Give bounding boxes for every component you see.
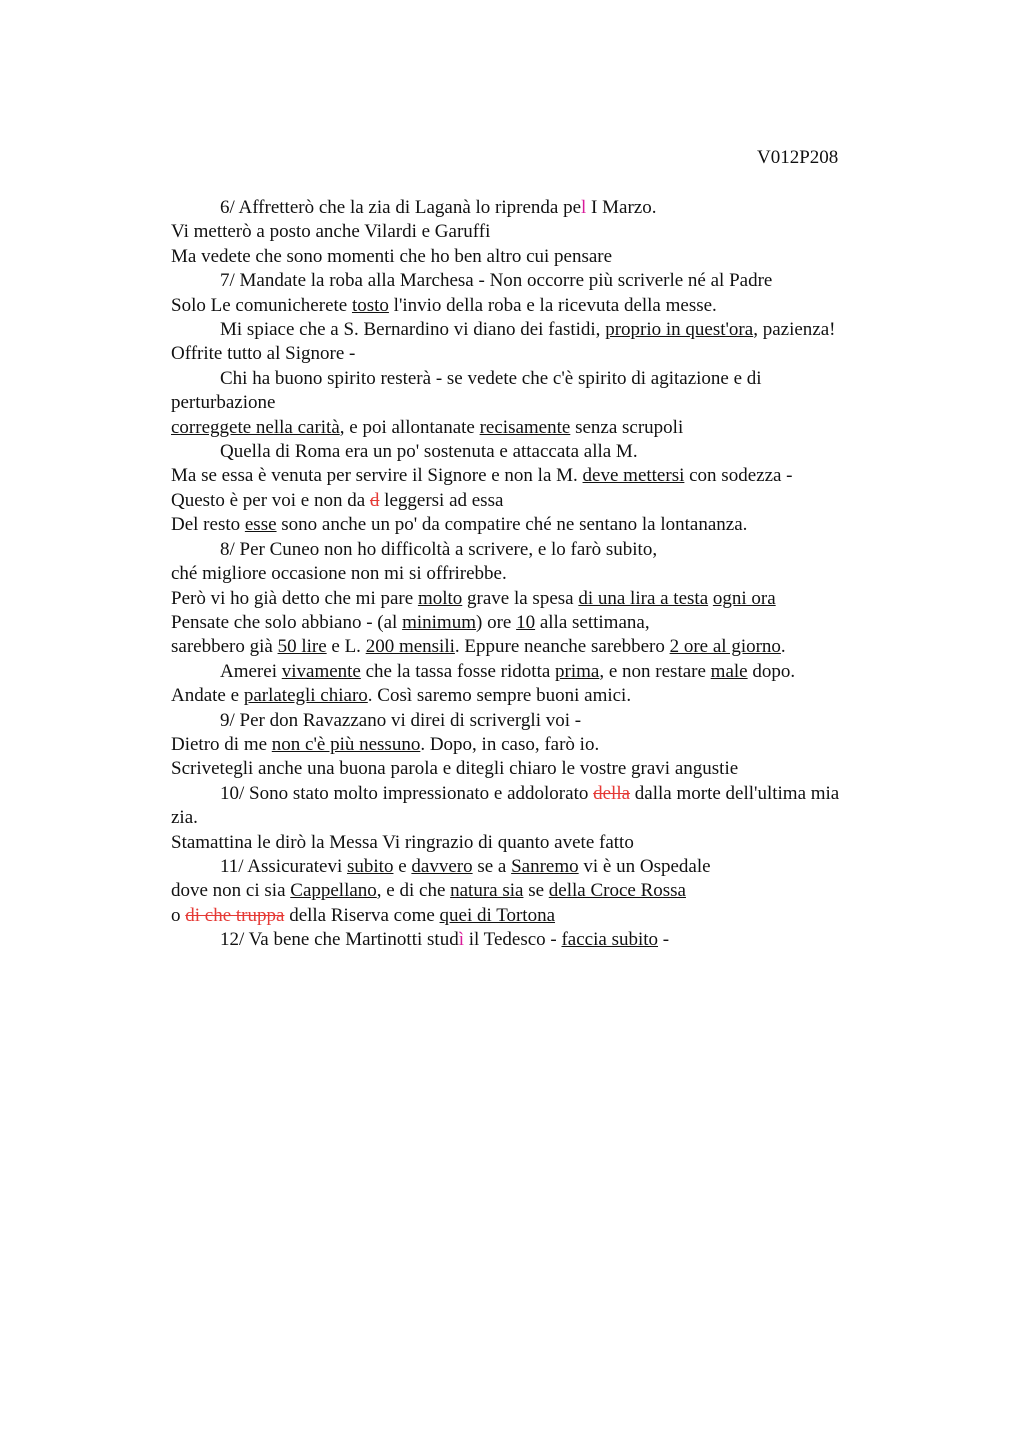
text-line <box>171 464 911 488</box>
text-line <box>171 391 911 415</box>
text-line <box>171 416 911 440</box>
text-segment: alla settimana, <box>535 611 650 633</box>
text-segment: Del resto <box>171 514 245 536</box>
underlined-text: male <box>710 660 748 682</box>
text-segment: . Dopo, in caso, farò io. <box>420 733 600 755</box>
text-segment: con sodezza - <box>684 465 793 487</box>
text-line <box>171 928 911 952</box>
inserted-text: l <box>581 197 587 218</box>
text-segment: Amerei <box>220 660 282 682</box>
text-segment: senza scrupoli <box>570 416 684 438</box>
text-segment: Pensate che solo abbiano - (al <box>171 611 403 633</box>
text-line <box>171 831 911 855</box>
text-segment: 10/ Sono stato molto impressionato e addolorato <box>220 782 594 804</box>
text-segment: 6/ Affretterò che la zia di Laganà lo riprenda pe <box>220 197 582 218</box>
text-line <box>171 562 911 586</box>
text-segment: . Così saremo sempre buoni amici. <box>367 685 632 707</box>
underlined-text: tosto <box>351 294 389 316</box>
text-segment: e L. <box>326 636 366 658</box>
text-segment: 12/ Va bene che Martinotti stud <box>220 929 459 951</box>
text-line <box>171 513 911 537</box>
underlined-text: deve mettersi <box>582 465 685 487</box>
underlined-text: esse <box>244 514 277 536</box>
underlined-text: 200 mensili <box>365 636 455 658</box>
text-segment: Questo è per voi e non da <box>171 489 370 511</box>
text-segment: l'invio della roba e la ricevuta della messe. <box>388 294 717 316</box>
underlined-text: 2 ore al giorno <box>669 636 781 658</box>
text-line <box>171 611 911 635</box>
underlined-text: davvero <box>411 855 473 877</box>
text-segment: e <box>393 855 412 877</box>
text-segment: vi è un Ospedale <box>578 855 711 877</box>
text-line <box>171 879 911 903</box>
text-line <box>171 806 911 830</box>
text-segment: Chi ha buono spirito resterà - se vedete che c'è spirito di agitazione e di <box>220 367 762 389</box>
text-segment: leggersi ad essa <box>379 489 504 511</box>
text-line <box>171 635 911 659</box>
text-line <box>171 733 911 757</box>
underlined-text: 50 lire <box>277 636 327 658</box>
text-segment: Mi spiace che a S. Bernardino vi diano dei fastidi, <box>220 319 606 341</box>
text-line <box>171 757 911 781</box>
text-segment: , pazienza! <box>753 319 836 341</box>
document-body <box>171 196 911 953</box>
text-line <box>171 196 911 220</box>
text-segment: che la tassa fosse ridotta <box>360 660 556 682</box>
text-line <box>171 684 911 708</box>
underlined-text: di una lira a testa <box>578 587 709 609</box>
text-segment: 8/ Per Cuneo non ho difficoltà a scrivere, e lo farò subito, <box>220 538 658 560</box>
underlined-text: recisamente <box>479 416 571 438</box>
text-segment: dalla morte dell'ultima mia <box>630 782 840 804</box>
text-segment: se a <box>472 855 512 877</box>
text-line <box>171 782 911 806</box>
text-segment: Scrivetegli anche una buona parola e ditegli chiaro le vostre gravi angustie <box>171 758 739 780</box>
underlined-text: 10 <box>516 611 536 633</box>
underlined-text: natura sia <box>450 880 524 902</box>
text-line <box>171 220 911 244</box>
text-line <box>171 342 911 366</box>
text-segment: della Riserva come <box>284 904 440 926</box>
page-identifier: V012P208 <box>757 147 839 168</box>
text-line <box>171 904 911 928</box>
text-segment: . Eppure neanche sarebbero <box>454 636 670 658</box>
text-line <box>171 269 911 293</box>
text-line <box>171 660 911 684</box>
text-line <box>171 245 911 269</box>
text-line <box>171 709 911 733</box>
text-segment: Andate e <box>171 685 244 707</box>
text-segment: o <box>171 904 186 926</box>
underlined-text: ogni ora <box>712 587 776 609</box>
deleted-text: d <box>369 489 380 511</box>
text-segment: se <box>523 880 549 902</box>
text-segment: grave la spesa <box>462 587 579 609</box>
text-segment: . <box>780 636 786 658</box>
text-segment: Offrite tutto al Signore - <box>171 343 356 365</box>
text-segment: , e non restare <box>599 660 711 682</box>
text-segment: sarebbero già <box>171 636 278 658</box>
text-segment: 7/ Mandate la roba alla Marchesa - Non occorre più scriverle né al Padre <box>220 270 773 292</box>
text-line <box>171 318 911 342</box>
underlined-text: prima <box>555 660 600 682</box>
text-line <box>171 489 911 513</box>
text-line <box>171 367 911 391</box>
text-segment: 11/ Assicuratevi <box>220 855 347 877</box>
underlined-text: vivamente <box>281 660 361 682</box>
underlined-text: molto <box>417 587 463 609</box>
text-segment: sono anche un po' da compatire ché ne sentano la lontananza. <box>276 514 748 536</box>
inserted-text: ì <box>458 929 464 951</box>
text-segment: , e di che <box>376 880 451 902</box>
text-segment: Dietro di me <box>171 733 272 755</box>
text-segment: Vi metterò a posto anche Vilardi e Garuffi <box>171 221 491 243</box>
underlined-text: proprio in quest'ora <box>605 319 754 341</box>
text-segment: ché migliore occasione non mi si offrirebbe. <box>171 563 507 585</box>
text-line <box>171 587 911 611</box>
text-line <box>171 538 911 562</box>
text-segment: Solo Le comunicherete <box>171 294 352 316</box>
underlined-text: non c'è più nessuno <box>271 733 421 755</box>
text-segment: - <box>658 929 670 951</box>
underlined-text: minimum <box>402 611 476 633</box>
underlined-text: subito <box>347 855 394 877</box>
text-segment: 9/ Per don Ravazzano vi direi di scrivergli voi - <box>220 709 582 731</box>
text-line <box>171 294 911 318</box>
underlined-text: parlategli chiaro <box>243 685 368 707</box>
text-segment: Però vi ho già detto che mi pare <box>171 587 418 609</box>
underlined-text: quei di Tortona <box>439 904 556 926</box>
text-segment: dopo. <box>747 660 796 682</box>
underlined-text: Sanremo <box>511 855 579 877</box>
text-segment: il Tedesco - <box>463 929 562 951</box>
text-segment: perturbazione <box>171 392 276 414</box>
text-segment: zia. <box>171 807 198 829</box>
deleted-text: di che truppa <box>185 904 285 926</box>
underlined-text: della Croce Rossa <box>548 880 686 902</box>
text-segment: dove non ci sia <box>171 880 291 902</box>
underlined-text: correggete nella carità <box>171 416 340 438</box>
underlined-text: faccia subito <box>561 929 659 951</box>
text-segment: , e poi allontanate <box>339 416 480 438</box>
underlined-text: Cappellano <box>290 880 377 902</box>
deleted-text: della <box>593 782 631 804</box>
text-segment: I Marzo. <box>586 197 657 218</box>
text-line <box>171 855 911 879</box>
text-segment: Stamattina le dirò la Messa Vi ringrazio di quanto avete fatto <box>171 831 634 853</box>
text-line <box>171 440 911 464</box>
text-segment: Ma se essa è venuta per servire il Signore e non la M. <box>171 465 583 487</box>
text-segment: Ma vedete che sono momenti che ho ben altro cui pensare <box>171 245 613 267</box>
text-segment: Quella di Roma era un po' sostenuta e attaccata alla M. <box>220 441 638 463</box>
text-segment: ) ore <box>476 611 517 633</box>
